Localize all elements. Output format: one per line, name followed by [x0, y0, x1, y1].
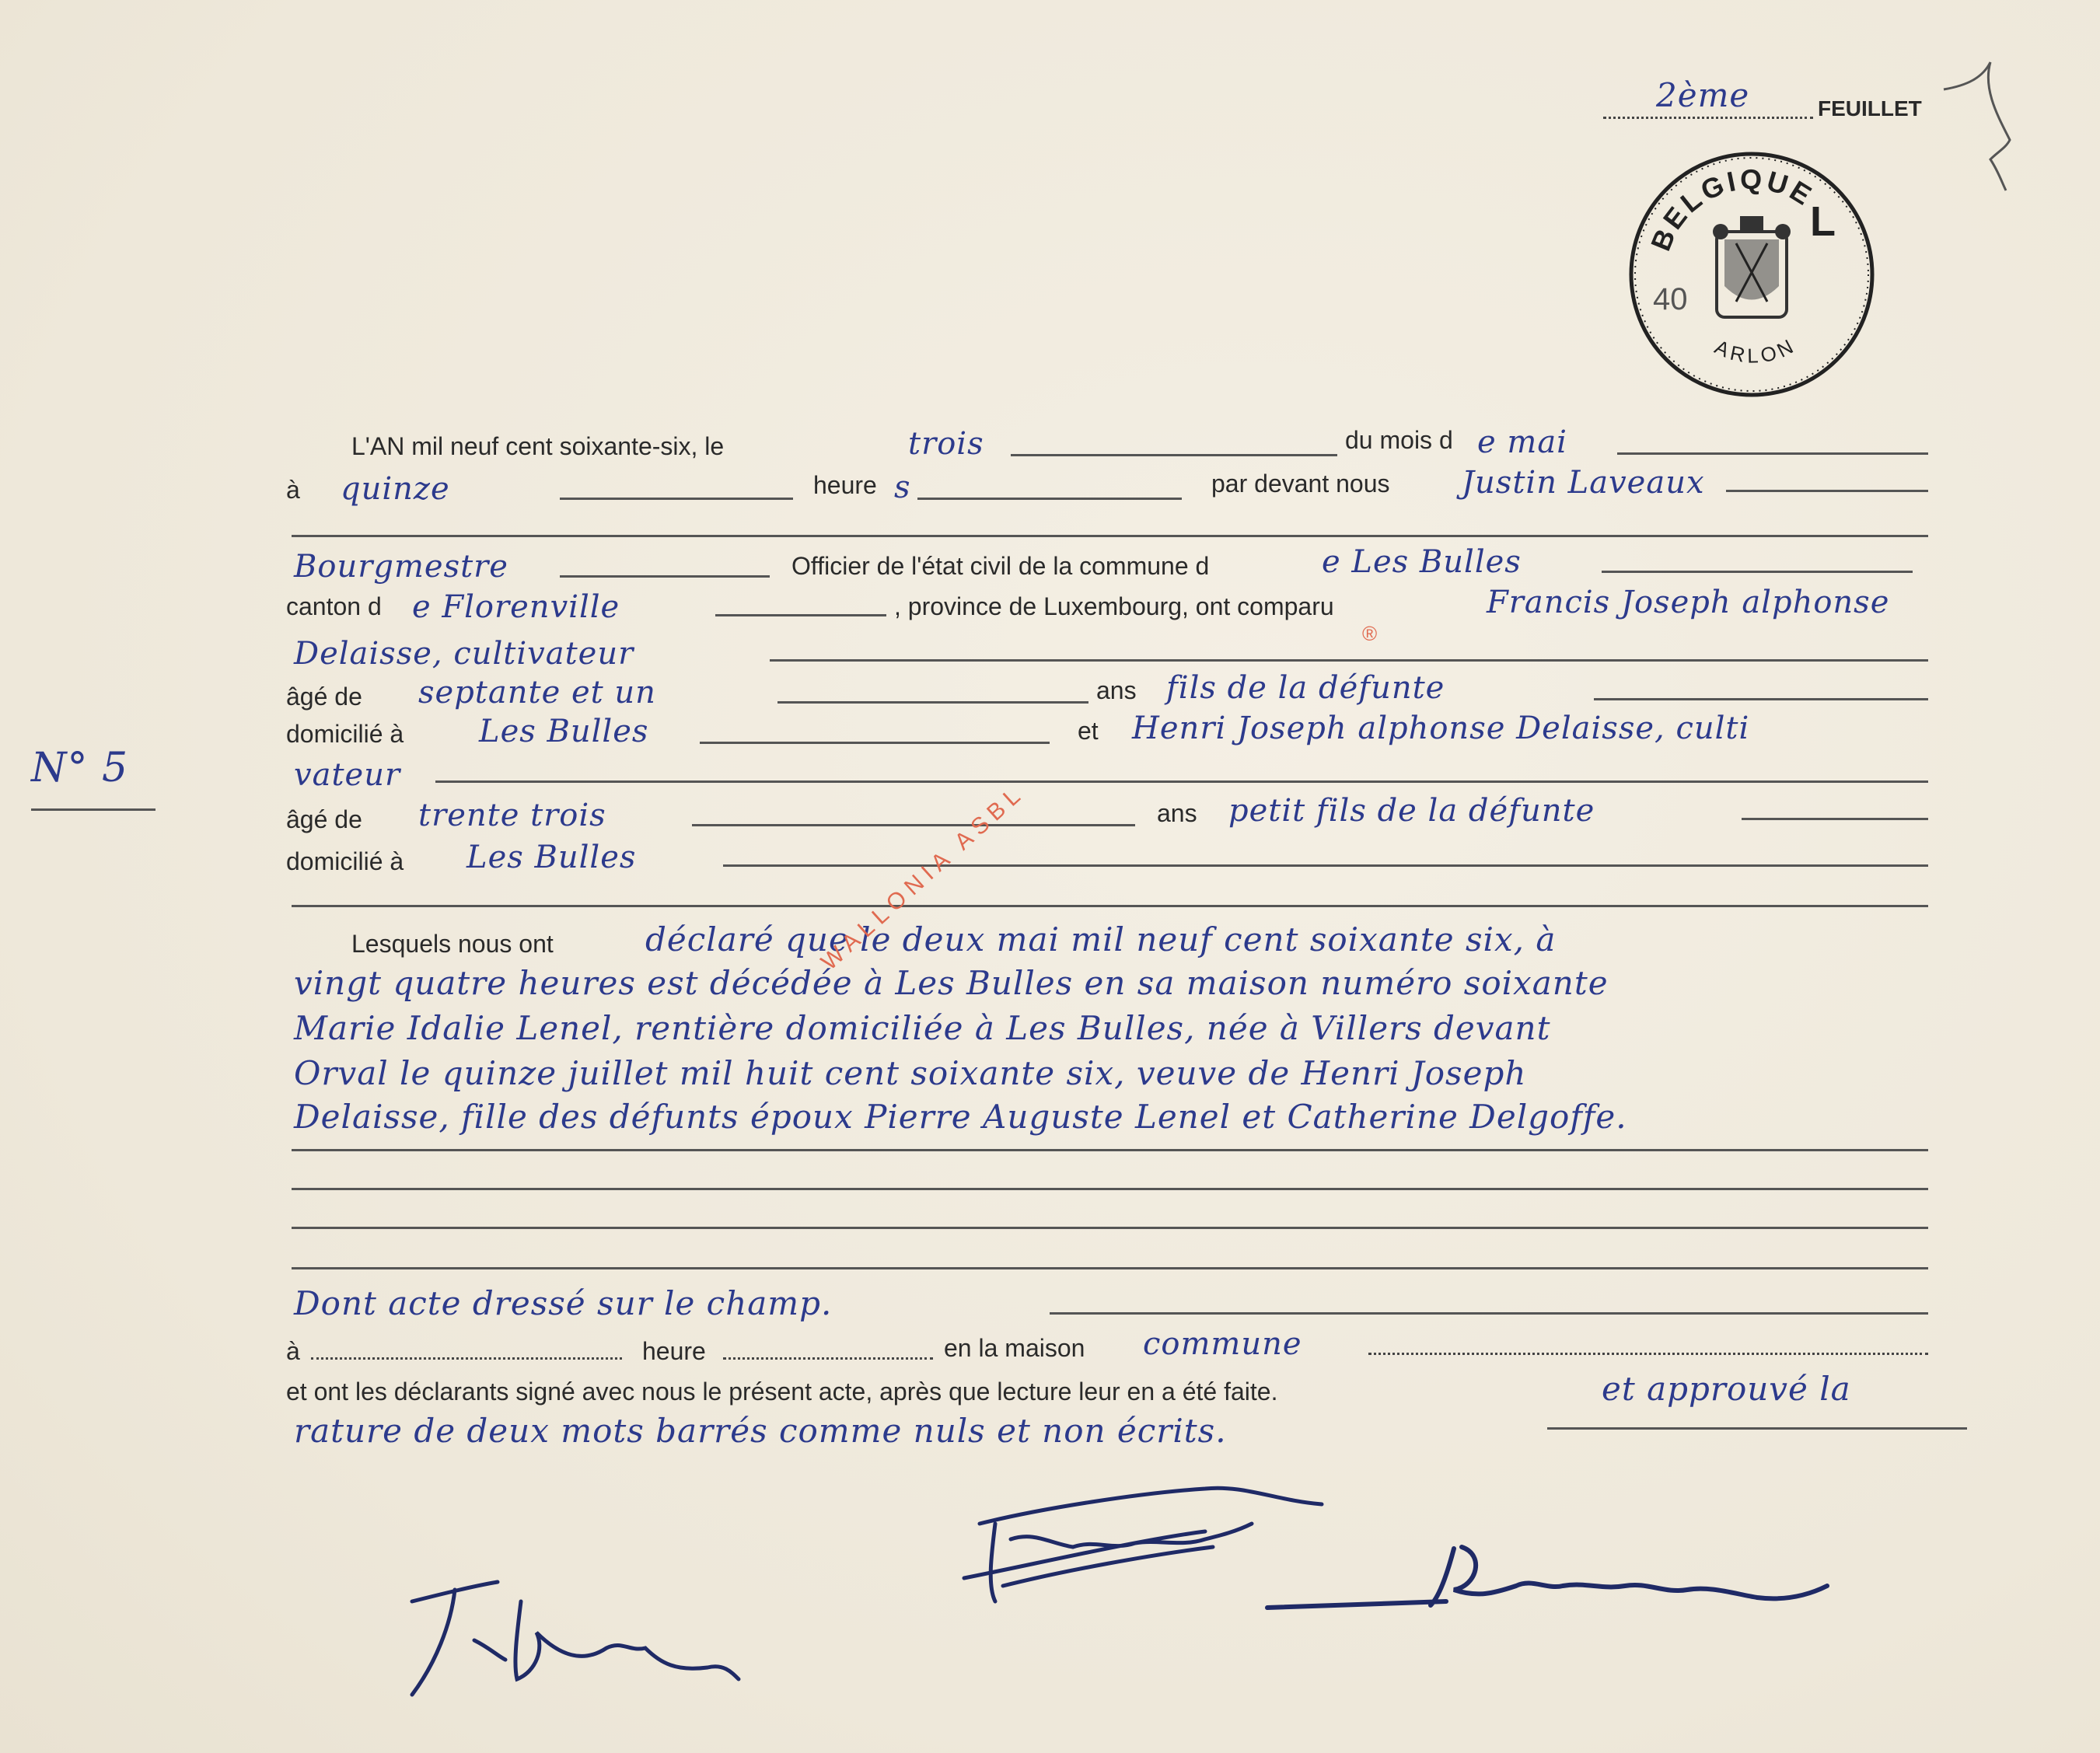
- feuillet-dotline: [1603, 117, 1813, 119]
- text-domicile1: domicilié à: [286, 720, 404, 748]
- stamp-number: 40: [1653, 282, 1688, 316]
- margin-note: N° 5: [31, 745, 129, 791]
- hand-age2: trente trois: [418, 798, 606, 833]
- rule: [1726, 490, 1928, 492]
- text-a2: à: [286, 1337, 300, 1365]
- rule: [435, 780, 1928, 783]
- hand-month: e mai: [1477, 424, 1567, 460]
- rule: [1011, 454, 1337, 456]
- text-signed: et ont les déclarants signé avec nous le présent acte, après que lecture leur en a été faite.: [286, 1378, 1278, 1406]
- hand-declarant1-name: Francis Joseph alphonse: [1487, 585, 1890, 620]
- hand-declaration-1: déclaré que le deux mai mil neuf cent soixante six, à: [645, 920, 1557, 959]
- rule: [292, 905, 1928, 907]
- stamp-top-text: BELGIQUE: [1644, 162, 1820, 256]
- rule: [1617, 452, 1928, 455]
- text-heure: heure: [813, 471, 877, 499]
- hand-domicile1: Les Bulles: [479, 714, 649, 749]
- hand-domicile2: Les Bulles: [466, 840, 637, 875]
- feuillet-label: FEUILLET: [1818, 96, 1922, 120]
- hand-heure-s: s: [894, 470, 911, 505]
- hand-declaration-5: Delaisse, fille des défunts époux Pierre Auguste Lenel et Catherine Delgoffe.: [294, 1098, 1627, 1136]
- rule: [1602, 571, 1913, 573]
- hand-declaration-2: vingt quatre heures est décédée à Les Bulles en sa maison numéro soixante: [294, 964, 1609, 1002]
- signature-right: [1260, 1531, 1835, 1625]
- svg-text:ARLON: [1711, 333, 1800, 368]
- text-officier: Officier de l'état civil de la commune d: [791, 552, 1210, 580]
- hand-canton: e Florenville: [412, 589, 620, 625]
- text-year: L'AN mil neuf cent soixante-six, le: [351, 432, 725, 460]
- text-a: à: [286, 476, 300, 504]
- text-et: et: [1078, 717, 1099, 745]
- stamp-bottom-text: ARLON: [1710, 333, 1801, 368]
- text-par-devant: par devant nous: [1211, 470, 1390, 498]
- text-age1: âgé de: [286, 683, 362, 711]
- rule: [700, 742, 1050, 744]
- rule: [692, 824, 1135, 826]
- watermark: WALLONIA ASBL: [816, 779, 1030, 976]
- hand-relation2: petit fils de la défunte: [1228, 793, 1595, 829]
- stamp-letter: L: [1810, 198, 1836, 245]
- margin-note-underline: [31, 808, 155, 811]
- rule: [1742, 818, 1928, 820]
- hand-acte-dresse: Dont acte dressé sur le champ.: [294, 1284, 833, 1322]
- hand-approuve: et approuvé la: [1602, 1370, 1851, 1408]
- hand-declaration-4: Orval le quinze juillet mil huit cent soixante six, veuve de Henri Joseph: [294, 1054, 1527, 1092]
- hand-maison: commune: [1143, 1326, 1302, 1362]
- rule: [715, 614, 886, 616]
- text-lesquels: Lesquels nous ont: [351, 930, 554, 958]
- rule: [292, 535, 1928, 537]
- text-canton: canton d: [286, 592, 382, 620]
- rule: [292, 1267, 1928, 1269]
- text-month-label: du mois d: [1345, 426, 1453, 454]
- rule: [1050, 1312, 1928, 1315]
- hand-title: Bourgmestre: [294, 549, 508, 585]
- rule: [292, 1227, 1928, 1229]
- dotline: [723, 1357, 933, 1360]
- text-heure2: heure: [642, 1337, 706, 1365]
- hand-commune: e Les Bulles: [1322, 544, 1522, 580]
- rule: [723, 864, 1928, 867]
- hand-age1: septante et un: [418, 675, 656, 711]
- feuillet-number: 2ème: [1656, 76, 1750, 114]
- text-en-la-maison: en la maison: [944, 1334, 1085, 1362]
- rule: [777, 701, 1088, 704]
- text-domicile2: domicilié à: [286, 847, 404, 875]
- signature-left: [381, 1555, 746, 1710]
- commune-stamp: [1623, 146, 1880, 403]
- hand-officer-name: Justin Laveaux: [1462, 465, 1705, 501]
- text-age2: âgé de: [286, 805, 362, 833]
- text-ans1: ans: [1096, 676, 1137, 704]
- dotline: [311, 1357, 622, 1360]
- watermark-registered: ®: [1362, 622, 1378, 645]
- rule: [292, 1188, 1928, 1190]
- rule: [560, 575, 770, 578]
- hand-day: trois: [908, 426, 984, 462]
- rule: [770, 659, 1928, 662]
- hand-hour: quinze: [341, 471, 450, 507]
- text-ans2: ans: [1157, 799, 1197, 827]
- dotline: [1368, 1353, 1928, 1355]
- hand-relation1: fils de la défunte: [1166, 670, 1445, 706]
- margin-bracket: [1936, 54, 2029, 194]
- hand-rature: rature de deux mots barrés comme nuls et non écrits.: [294, 1412, 1227, 1450]
- hand-declarant2-occupation: vateur: [294, 757, 401, 793]
- rule: [1547, 1427, 1967, 1430]
- hand-declarant2-name: Henri Joseph alphonse Delaisse, culti: [1132, 711, 1750, 746]
- hand-declaration-3: Marie Idalie Lenel, rentière domiciliée à Les Bulles, née à Villers devant: [294, 1009, 1551, 1047]
- rule: [292, 1149, 1928, 1151]
- text-province: , province de Luxembourg, ont comparu: [894, 592, 1334, 620]
- rule: [560, 498, 793, 500]
- rule: [1594, 698, 1928, 700]
- hand-declarant1-occupation: Delaisse, cultivateur: [294, 636, 634, 672]
- rule: [917, 498, 1182, 500]
